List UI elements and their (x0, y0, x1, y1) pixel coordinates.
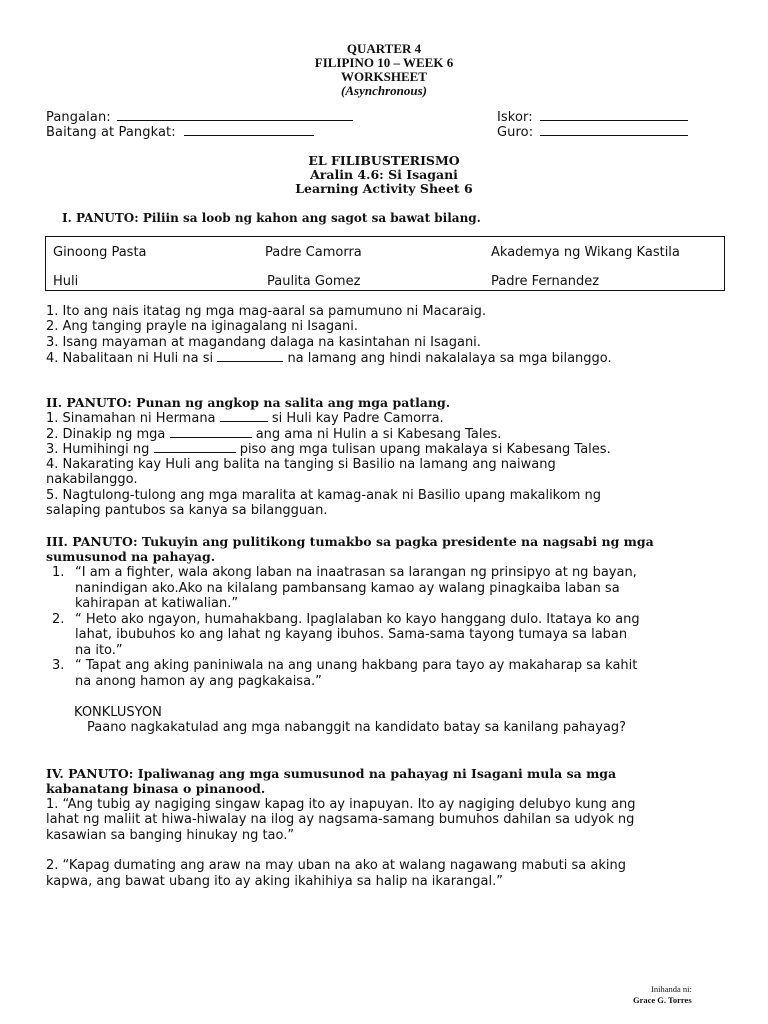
iskor-label: Iskor: (497, 110, 533, 125)
part2-item: 4. Nakarating kay Huli ang balita na tanging si Basilio na lamang ang naiwang (46, 457, 556, 472)
quote-line: “I am a fighter, wala akong laban na inaatrasan sa larangan ng prinsipyo at ng bayan, (75, 565, 637, 580)
part1-item: 1. Ito ang nais itatag ng mga mag-aaral sa pamumuno ni Macaraig. (46, 304, 486, 319)
part2-item-text: 1. Sinamahan ni Hermana (46, 411, 216, 426)
answer-blank[interactable] (170, 426, 252, 438)
choice-item: Padre Camorra (265, 245, 362, 260)
question-number: 3. (52, 658, 65, 673)
baitang-field[interactable] (46, 124, 314, 141)
part1-item-text: 4. Nabalitaan ni Huli na si (46, 351, 214, 366)
part1-item: 2. Ang tanging prayle na iginagalang ni Isagani. (46, 319, 359, 334)
guro-label: Guro: (497, 125, 534, 140)
choice-item: Huli (53, 274, 79, 289)
header-worksheet: WORKSHEET (341, 69, 427, 84)
lesson-aralin: Aralin 4.6: Si Isagani (310, 167, 458, 182)
part1-item: 3. Isang mayaman at magandang dalaga na kasintahan ni Isagani. (46, 335, 481, 350)
part1-instruction: I. PANUTO: Piliin sa loob ng kahon ang sagot sa bawat bilang. (62, 211, 481, 225)
question-number: 1. (52, 565, 65, 580)
question-number: 2. (52, 612, 65, 627)
lesson-title: EL FILIBUSTERISMO (308, 153, 460, 168)
answer-blank[interactable] (220, 410, 268, 422)
part2-item: salaping pantubos sa kanya sa bilangguan. (46, 503, 328, 518)
part2-item: 5. Nagtulong-tulong ang mga maralita at kamag-anak ni Basilio upang makalikom ng (46, 488, 601, 503)
part2-item-1 (46, 410, 444, 427)
choice-item: Padre Fernandez (491, 274, 600, 289)
pangalan-blank[interactable] (117, 109, 353, 121)
part4-line: kapwa, ang bawat ubang ito ay aking ikahihiya sa halip na ikarangal.” (46, 874, 503, 889)
author-name: Grace G. Torres (633, 995, 692, 1005)
lesson-sheet: Learning Activity Sheet 6 (295, 181, 473, 196)
part2-item-text: ang ama ni Hulin a si Kabesang Tales. (255, 427, 502, 442)
pangalan-label: Pangalan: (46, 110, 111, 125)
part2-item-text: 3. Humihingi ng (46, 442, 150, 457)
part4-line: lahat ng maliit at hiwa-hiwalay na ilog ay nagsama-samang bumuhos dahilan sa udyok ng (46, 812, 635, 827)
part4-line: 1. “Ang tubig ay nagiging singaw kapag ito ay inapuyan. Ito ay nagiging delubyo kung ang (46, 797, 636, 812)
answer-blank[interactable] (154, 441, 236, 453)
part2-item-text: 2. Dinakip ng mga (46, 427, 166, 442)
part2-item: nakabilanggo. (46, 472, 138, 487)
part1-item-4 (46, 350, 612, 367)
baitang-label: Baitang at Pangkat: (46, 125, 176, 140)
guro-field[interactable] (497, 124, 688, 141)
part2-instruction: II. PANUTO: Punan ng angkop na salita ang mga patlang. (46, 395, 451, 410)
guro-blank[interactable] (540, 124, 688, 136)
konklusyon-heading: KONKLUSYON (74, 705, 162, 720)
choice-item: Akademya ng Wikang Kastila (491, 245, 680, 260)
part4-instruction: IV. PANUTO: Ipaliwanag ang mga sumusunod na pahayag ni Isagani mula sa mga (46, 766, 617, 781)
part4-line: kasawian sa banging hinukay ng tao.” (46, 828, 295, 843)
quote-line: “ Tapat ang aking paniniwala na ang unang hakbang para tayo ay makaharap sa kahit (75, 658, 638, 673)
part4-line: 2. “Kapag dumating ang araw na may uban na ako at walang nagawang mabuti sa aking (46, 858, 626, 873)
quote-line: nanindigan ako.Ako na kilalang pambansang kamao ay walang pinagkaiba laban sa (75, 581, 620, 596)
header-mode: (Asynchronous) (341, 83, 427, 98)
part2-item-text: piso ang mga tulisan upang makalaya si Kabesang Tales. (239, 442, 611, 457)
part1-item-text: na lamang ang hindi nakalalaya sa mga bilanggo. (287, 351, 612, 366)
header-quarter: QUARTER 4 (346, 41, 422, 56)
quote-line: na ito.” (75, 643, 123, 658)
iskor-blank[interactable] (540, 109, 688, 121)
part3-instruction: III. PANUTO: Tukuyin ang pulitikong tumakbo sa pagka presidente na nagsabi ng mga (46, 534, 654, 549)
quote-line: lahat, ibubuhos ko ang lahat ng kayang ibuhos. Sama-sama tayong tumaya sa laban (75, 627, 628, 642)
answer-blank[interactable] (217, 350, 283, 362)
part3-instruction: sumusunod na pahayag. (46, 549, 216, 564)
part2-item-text: si Huli kay Padre Camorra. (271, 411, 444, 426)
choice-item: Paulita Gomez (267, 274, 361, 289)
header-subject: FILIPINO 10 – WEEK 6 (314, 55, 454, 70)
prepared-by-label: Inihanda ni: (651, 984, 692, 994)
choices-box (45, 236, 725, 291)
quote-line: na anong hamon ay ang pagkakaisa.” (75, 674, 322, 689)
part2-item-3 (46, 441, 611, 458)
konklusyon-question: Paano nagkakatulad ang mga nabanggit na kandidato batay sa kanilang pahayag? (87, 720, 627, 735)
choice-item: Ginoong Pasta (53, 245, 147, 260)
baitang-blank[interactable] (184, 124, 314, 136)
quote-line: “ Heto ako ngayon, humahakbang. Ipaglalaban ko kayo hanggang dulo. Itataya ko ang (75, 612, 640, 627)
quote-line: kahirapan at katiwalian.” (75, 596, 239, 611)
part4-instruction: kabanatang binasa o pinanood. (46, 781, 266, 796)
